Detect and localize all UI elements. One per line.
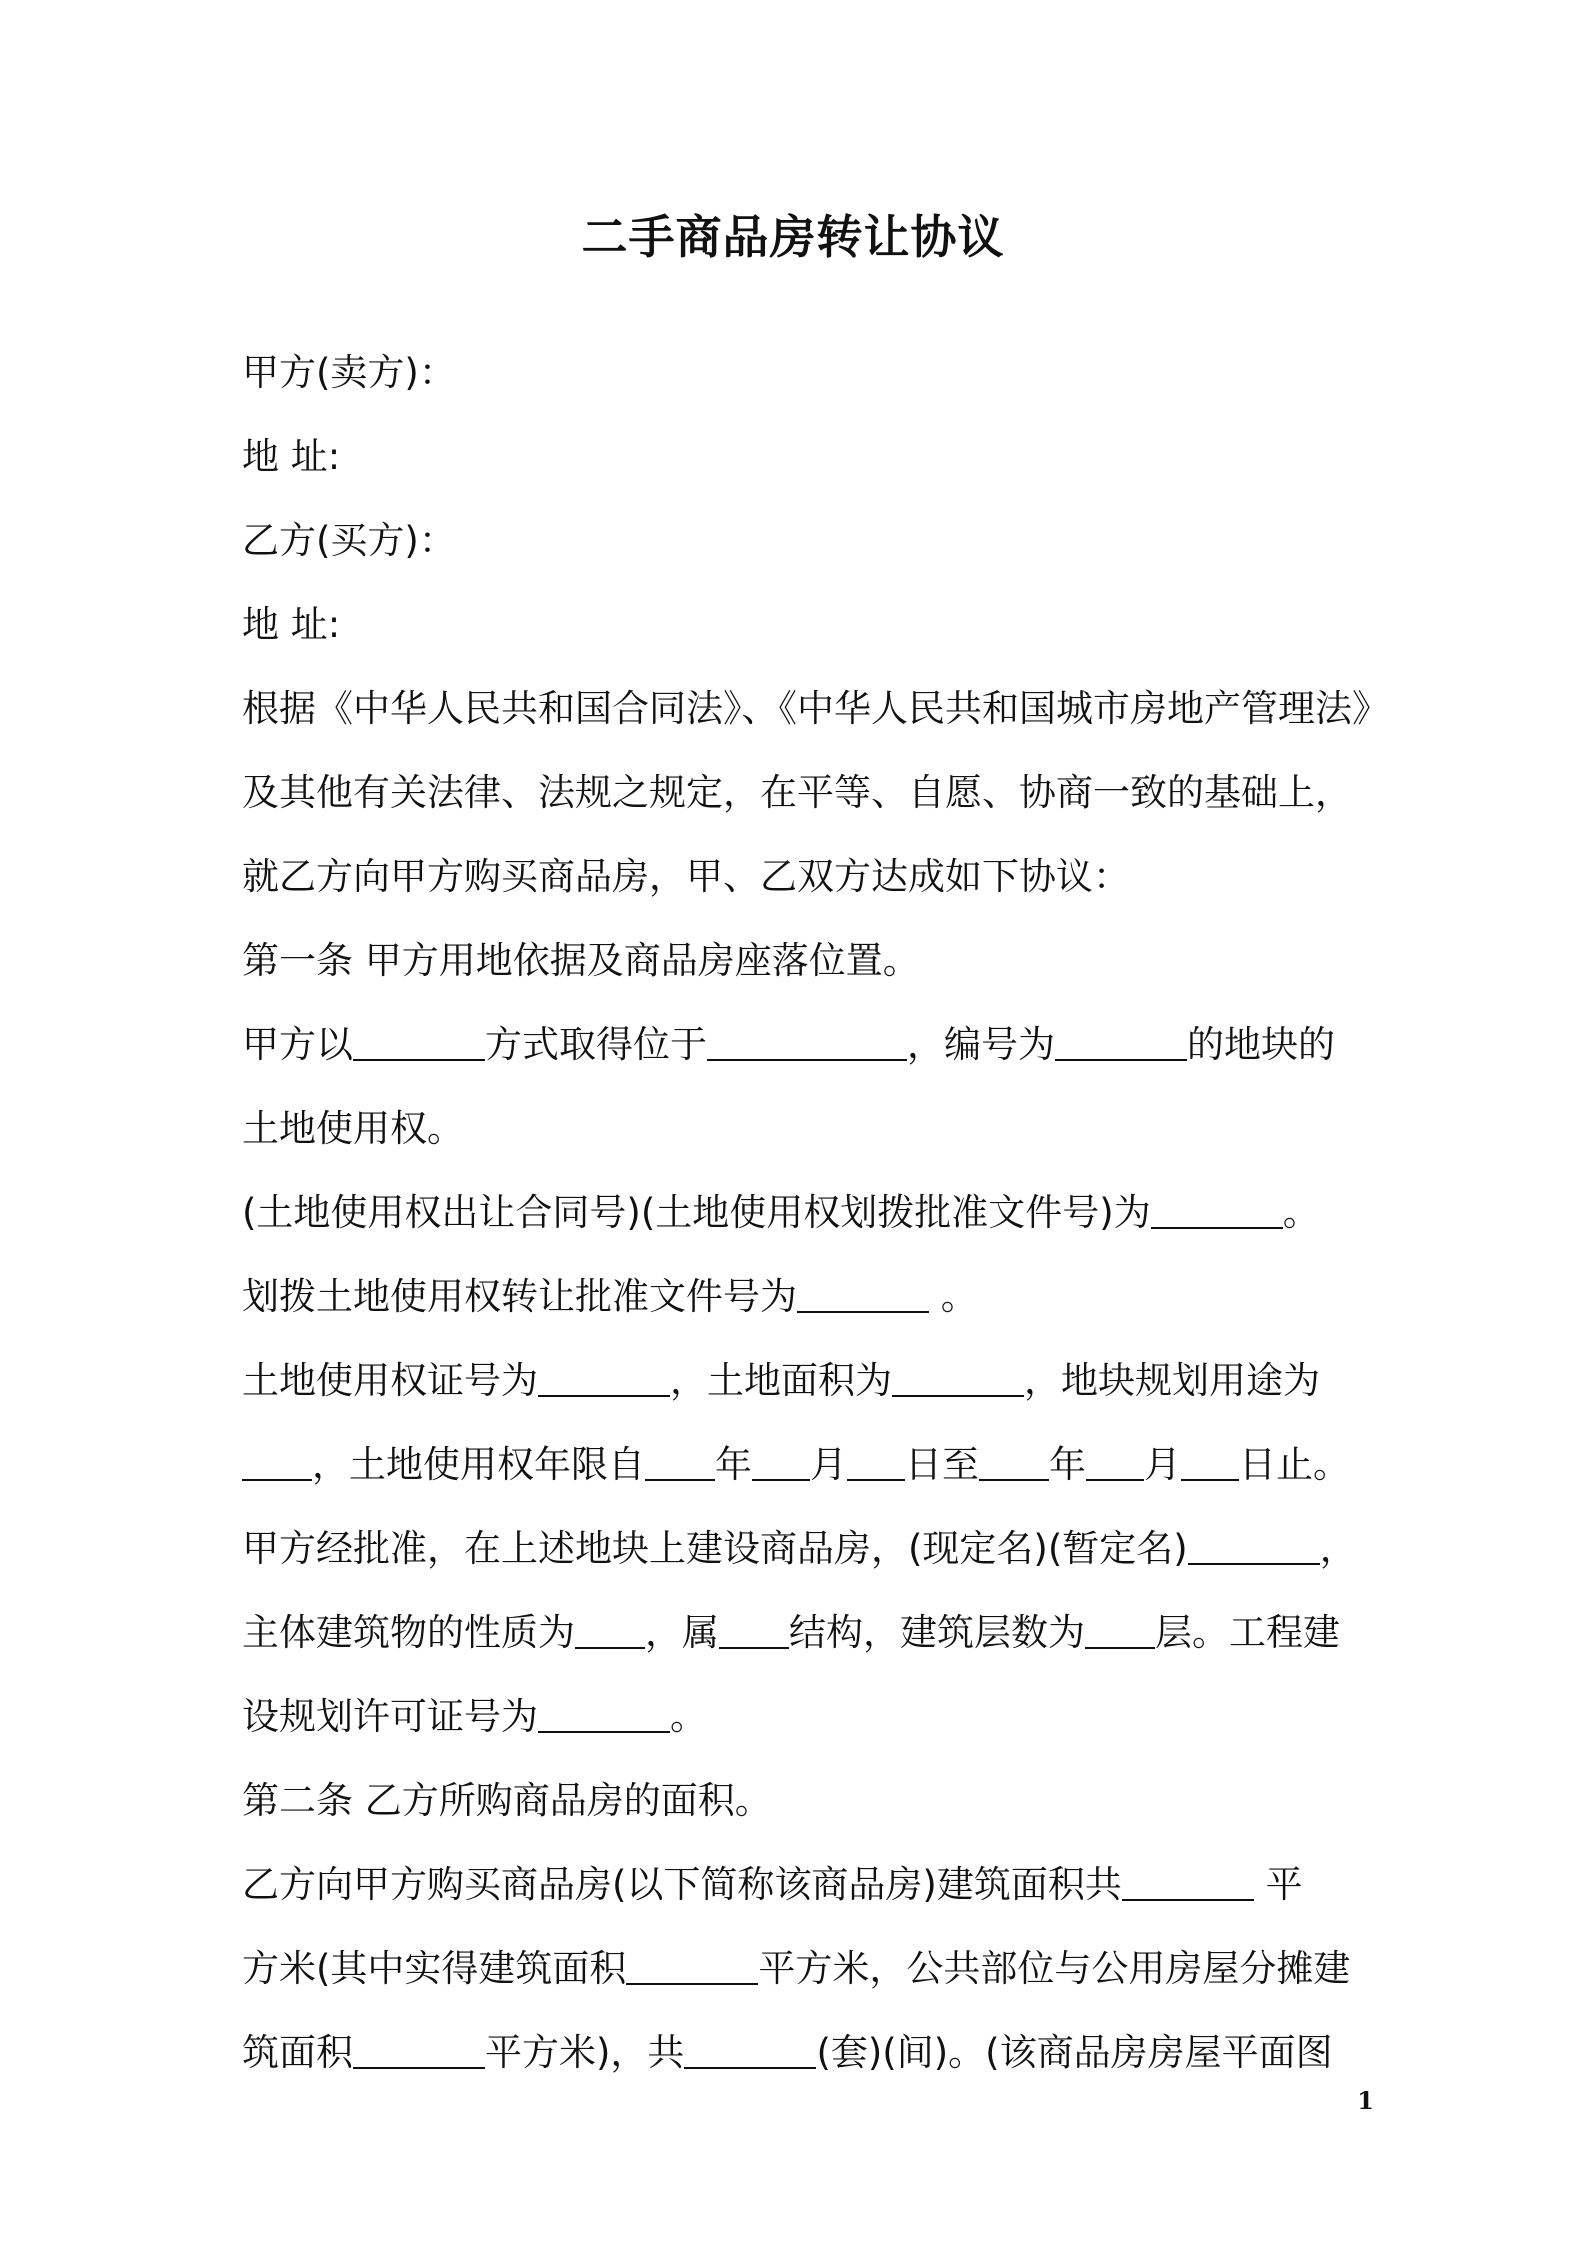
text-segment: 乙方向甲方购买商品房(以下简称该商品房)建筑面积共 [242,1863,1122,1906]
preamble-line-2: 及其他有关法律、法规之规定，在平等、自愿、协商一致的基础上， [242,771,1352,814]
construction-approval-line [242,1507,1360,1591]
text-segment: 划拨土地使用权转让批准文件号为 [242,1275,797,1318]
text-segment: 日至 [905,1443,979,1486]
text-segment: 土地使用权证号为 [242,1359,538,1402]
fill-in-blank[interactable] [538,1691,670,1733]
fill-in-blank[interactable] [1122,1859,1254,1901]
fill-in-blank[interactable] [1086,1439,1144,1481]
text-segment: 平方米，公共部位与公用房屋分摊建 [758,1947,1351,1990]
area-paragraph-line-3 [242,2011,1360,2095]
land-certificate-line [242,1339,1360,1423]
fill-in-blank[interactable] [626,1943,758,1985]
text-segment: 的地块的 [1187,1023,1335,1066]
area-paragraph-line-1 [242,1843,1360,1927]
text-segment: 方米(其中实得建筑面积 [242,1947,627,1990]
party-b-address-label: 地 址: [242,603,341,646]
fill-in-blank[interactable] [1188,1523,1320,1565]
party-a-label: 甲方(卖方)： [242,351,456,394]
text-segment: (土地使用权出让合同号)(土地使用权划拨批准文件号)为 [242,1191,1151,1234]
page-number: 1 [1357,2086,1374,2115]
fill-in-blank[interactable] [242,1439,312,1481]
text-segment: 月 [1144,1443,1181,1486]
area-paragraph-line-2 [242,1927,1360,2011]
preamble-line-3: 就乙方向甲方购买商品房，甲、乙双方达成如下协议： [242,855,1130,898]
text-segment: (套)(间)。(该商品房房屋平面图 [816,2031,1333,2074]
fill-in-blank[interactable] [1055,1019,1187,1061]
text-segment: 主体建筑物的性质为 [242,1611,575,1654]
text-segment: 甲方以 [242,1023,353,1066]
document-body [242,331,1389,2095]
document-title: 二手商品房转让协议 [581,210,1005,264]
fill-in-blank[interactable] [1181,1439,1239,1481]
article-1-heading: 第一条 甲方用地依据及商品房座落位置。 [242,939,920,982]
fill-in-blank[interactable] [645,1439,715,1481]
party-a-address-label: 地 址: [242,435,341,478]
text-segment: ，土地使用权年限自 [312,1443,645,1486]
transfer-approval-line [242,1255,1360,1339]
contract-number-line [242,1171,1360,1255]
fill-in-blank[interactable] [752,1439,810,1481]
text-segment: 甲方经批准，在上述地块上建设商品房，(现定名)(暂定名) [242,1527,1188,1570]
text-segment: ，地块规划用途为 [1024,1359,1320,1402]
text-segment: ， [1319,1527,1357,1570]
fill-in-blank[interactable] [719,1607,789,1649]
land-term-line [242,1423,1360,1507]
preamble-line-1: 根据《中华人民共和国合同法》、《中华人民共和国城市房地产管理法》 [242,687,1389,730]
fill-in-blank[interactable] [797,1271,929,1313]
fill-in-blank[interactable] [353,1019,485,1061]
planning-permit-line [242,1675,1360,1759]
article-1-paragraph-line-1 [242,1003,1360,1087]
text-segment: 年 [715,1443,752,1486]
text-segment: ，土地面积为 [670,1359,892,1402]
text-segment: 方式取得位于 [485,1023,707,1066]
fill-in-blank[interactable] [1085,1607,1155,1649]
text-segment: 设规划许可证号为 [242,1695,538,1738]
fill-in-blank[interactable] [353,2027,485,2069]
party-b-label: 乙方(买方)： [242,519,456,562]
text-segment: 日止。 [1239,1443,1350,1486]
fill-in-blank[interactable] [707,1019,907,1061]
fill-in-blank[interactable] [538,1355,670,1397]
text-segment: 。 [929,1275,978,1318]
text-segment: 。 [1282,1191,1320,1234]
text-segment: 年 [1049,1443,1086,1486]
text-segment: 结构，建筑层数为 [789,1611,1085,1654]
fill-in-blank[interactable] [1151,1187,1283,1229]
text-segment: 平 [1253,1863,1303,1906]
text-segment: 。 [670,1695,707,1738]
text-segment: ，编号为 [907,1023,1055,1066]
article-1-paragraph-line-2: 土地使用权。 [242,1107,464,1150]
fill-in-blank[interactable] [847,1439,905,1481]
article-2-heading: 第二条 乙方所购商品房的面积。 [242,1779,772,1822]
text-segment: 筑面积 [242,2031,353,2074]
fill-in-blank[interactable] [684,2027,816,2069]
text-segment: 月 [810,1443,847,1486]
fill-in-blank[interactable] [575,1607,645,1649]
text-segment: 平方米)，共 [485,2031,685,2074]
building-nature-line [242,1591,1360,1675]
text-segment: 层。工程建 [1155,1611,1340,1654]
fill-in-blank[interactable] [979,1439,1049,1481]
fill-in-blank[interactable] [892,1355,1024,1397]
text-segment: ，属 [645,1611,719,1654]
